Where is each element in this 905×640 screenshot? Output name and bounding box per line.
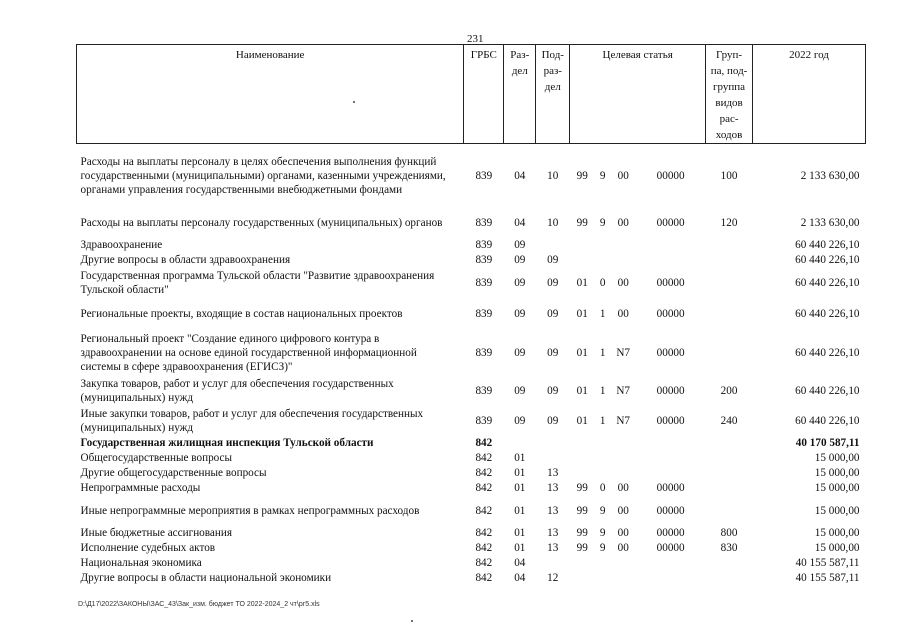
row-grbs: 839 bbox=[475, 276, 493, 289]
row-grbs: 842 bbox=[475, 542, 493, 554]
row-razdel: 01 bbox=[514, 482, 526, 494]
table-row bbox=[77, 481, 866, 496]
row-podrazdel: 13 bbox=[547, 542, 559, 554]
row-cs-code: 00000 bbox=[656, 542, 685, 554]
row-cs-subprogram: 9 bbox=[599, 169, 606, 182]
header-year-2022: 2022 год bbox=[753, 45, 866, 144]
row-name: Общегосударственные вопросы bbox=[80, 452, 233, 464]
row-grbs: 842 bbox=[475, 557, 493, 569]
row-sum-2022: 15 000,00 bbox=[814, 504, 860, 517]
row-podrazdel: 09 bbox=[547, 384, 559, 397]
row-sum-2022: 40 155 587,11 bbox=[795, 572, 860, 584]
row-sum-2022: 2 133 630,00 bbox=[800, 216, 860, 229]
row-grbs: 839 bbox=[475, 384, 493, 397]
stray-mark bbox=[411, 620, 413, 622]
row-cs-subprogram: 1 bbox=[599, 307, 606, 320]
row-razdel: 01 bbox=[514, 504, 526, 517]
row-cs-direction: N7 bbox=[616, 346, 631, 359]
row-vid-rashodov bbox=[706, 481, 753, 496]
row-razdel bbox=[504, 436, 536, 451]
row-cs-subprogram: 0 bbox=[599, 482, 606, 494]
row-cs-program: 99 bbox=[576, 542, 588, 554]
row-razdel: 09 bbox=[514, 254, 526, 266]
table-row bbox=[77, 376, 866, 406]
table-row bbox=[77, 253, 866, 268]
row-sum-2022: 15 000,00 bbox=[814, 527, 860, 539]
row-podrazdel: 13 bbox=[547, 504, 559, 517]
row-cs-code bbox=[636, 436, 706, 451]
row-name: Иные бюджетные ассигнования bbox=[80, 527, 232, 539]
row-grbs: 842 bbox=[475, 452, 493, 464]
row-razdel: 01 bbox=[514, 542, 526, 554]
row-cs-program: 99 bbox=[576, 482, 588, 494]
row-grbs: 842 bbox=[475, 467, 493, 479]
row-cs-subprogram bbox=[595, 556, 611, 571]
row-sum-2022: 15 000,00 bbox=[814, 542, 860, 554]
row-sum-2022: 15 000,00 bbox=[814, 467, 860, 479]
row-name: Исполнение судебных актов bbox=[80, 542, 216, 554]
row-cs-program bbox=[570, 238, 595, 253]
row-name: Национальная экономика bbox=[80, 557, 202, 569]
row-grbs: 839 bbox=[475, 169, 493, 182]
row-razdel: 04 bbox=[514, 572, 526, 584]
row-vid-rashodov bbox=[706, 436, 753, 451]
row-razdel: 01 bbox=[514, 452, 526, 464]
row-cs-subprogram: 0 bbox=[599, 276, 606, 289]
row-name: Государственная программа Тульской области "Развитие здравоохранения Тульской области" bbox=[80, 269, 435, 296]
row-cs-direction: 00 bbox=[617, 542, 629, 554]
row-cs-program bbox=[570, 571, 595, 586]
row-name: Иные непрограммные мероприятия в рамках непрограммных расходов bbox=[80, 504, 420, 517]
row-name: Другие вопросы в области здравоохранения bbox=[80, 254, 291, 266]
row-podrazdel: 12 bbox=[547, 572, 559, 584]
row-razdel: 04 bbox=[514, 169, 526, 182]
row-podrazdel bbox=[536, 451, 570, 466]
row-cs-program: 99 bbox=[576, 527, 588, 539]
header-name: Наименование bbox=[77, 45, 464, 144]
row-cs-code bbox=[636, 571, 706, 586]
row-podrazdel: 10 bbox=[547, 169, 559, 182]
header-podrazdel: Под- раз- дел bbox=[536, 45, 570, 144]
row-grbs: 839 bbox=[475, 216, 493, 229]
row-sum-2022: 60 440 226,10 bbox=[795, 414, 860, 427]
row-cs-direction: 00 bbox=[617, 527, 629, 539]
row-cs-code: 00000 bbox=[656, 216, 685, 229]
row-cs-code bbox=[636, 253, 706, 268]
row-cs-program: 99 bbox=[576, 216, 588, 229]
row-sum-2022: 60 440 226,10 bbox=[795, 276, 860, 289]
row-cs-program bbox=[570, 253, 595, 268]
row-name: Другие общегосударственные вопросы bbox=[80, 467, 267, 479]
row-name: Непрограммные расходы bbox=[80, 482, 201, 494]
row-cs-direction bbox=[611, 571, 636, 586]
row-cs-code bbox=[636, 556, 706, 571]
row-vid-rashodov bbox=[706, 238, 753, 253]
row-cs-subprogram bbox=[595, 238, 611, 253]
row-name: Другие вопросы в области национальной экономики bbox=[80, 572, 332, 584]
row-podrazdel: 13 bbox=[547, 527, 559, 539]
row-cs-subprogram: 9 bbox=[599, 542, 606, 554]
row-cs-program: 99 bbox=[576, 504, 588, 517]
row-grbs: 842 bbox=[475, 572, 493, 584]
row-sum-2022: 2 133 630,00 bbox=[800, 169, 860, 182]
row-vid-rashodov bbox=[706, 451, 753, 466]
row-vid-rashodov bbox=[706, 330, 753, 376]
row-cs-code bbox=[636, 451, 706, 466]
row-sum-2022: 40 170 587,11 bbox=[795, 437, 860, 449]
row-cs-code: 00000 bbox=[656, 384, 685, 397]
row-cs-direction: 00 bbox=[617, 482, 629, 494]
row-cs-subprogram bbox=[595, 253, 611, 268]
row-name: Государственная жилищная инспекция Тульской области bbox=[80, 437, 374, 449]
row-razdel: 01 bbox=[514, 467, 526, 479]
row-razdel: 09 bbox=[514, 384, 526, 397]
row-cs-code: 00000 bbox=[656, 527, 685, 539]
table-row bbox=[77, 406, 866, 436]
row-cs-direction bbox=[611, 556, 636, 571]
row-razdel: 09 bbox=[514, 307, 526, 320]
row-cs-subprogram: 9 bbox=[599, 216, 606, 229]
row-name: Иные закупки товаров, работ и услуг для обеспечения государственных (муниципальных) нужд bbox=[80, 407, 424, 434]
row-cs-program bbox=[570, 436, 595, 451]
row-cs-program: 01 bbox=[576, 276, 588, 289]
row-sum-2022: 60 440 226,10 bbox=[795, 346, 860, 359]
row-grbs: 839 bbox=[475, 346, 493, 359]
row-razdel: 04 bbox=[514, 557, 526, 569]
row-cs-code: 00000 bbox=[656, 307, 685, 320]
row-cs-program: 01 bbox=[576, 384, 588, 397]
row-cs-program bbox=[570, 466, 595, 481]
row-cs-subprogram: 1 bbox=[599, 346, 606, 359]
row-grbs: 839 bbox=[475, 254, 493, 266]
row-name: Здравоохранение bbox=[80, 239, 163, 251]
row-podrazdel: 09 bbox=[547, 414, 559, 427]
row-cs-direction bbox=[611, 466, 636, 481]
table-row bbox=[77, 330, 866, 376]
row-vid-rashodov: 240 bbox=[720, 414, 738, 427]
row-cs-code bbox=[636, 466, 706, 481]
row-name: Закупка товаров, работ и услуг для обеспечения государственных (муниципальных) нужд bbox=[80, 377, 394, 404]
file-path-footer: D:\Д17\2022\ЗАКОНЫ\ЗАС_43\Зак_изм. бюджет ТО 2022-2024_2 чт\рг5.xls bbox=[78, 601, 320, 608]
row-cs-subprogram: 9 bbox=[599, 504, 606, 517]
row-razdel: 09 bbox=[514, 276, 526, 289]
table-row bbox=[77, 144, 866, 208]
row-cs-direction: N7 bbox=[616, 384, 631, 397]
page-number: 231 bbox=[467, 33, 484, 45]
row-cs-direction: N7 bbox=[616, 414, 631, 427]
row-cs-direction bbox=[611, 253, 636, 268]
row-cs-direction bbox=[611, 436, 636, 451]
row-vid-rashodov bbox=[706, 466, 753, 481]
row-podrazdel: 09 bbox=[547, 276, 559, 289]
row-grbs: 839 bbox=[475, 307, 493, 320]
row-cs-code: 00000 bbox=[656, 276, 685, 289]
table-row bbox=[77, 451, 866, 466]
row-cs-direction: 00 bbox=[617, 276, 629, 289]
row-sum-2022: 15 000,00 bbox=[814, 482, 860, 494]
row-sum-2022: 60 440 226,10 bbox=[795, 307, 860, 320]
row-cs-program bbox=[570, 451, 595, 466]
table-header-row bbox=[77, 45, 866, 144]
row-vid-rashodov: 120 bbox=[720, 216, 738, 229]
row-razdel: 09 bbox=[514, 239, 526, 251]
row-razdel: 04 bbox=[514, 216, 526, 229]
header-grbs: ГРБС bbox=[464, 45, 504, 144]
row-cs-direction: 00 bbox=[617, 216, 629, 229]
row-podrazdel: 09 bbox=[547, 307, 559, 320]
row-cs-code bbox=[636, 238, 706, 253]
row-cs-subprogram bbox=[595, 436, 611, 451]
row-podrazdel: 13 bbox=[547, 467, 559, 479]
row-vid-rashodov bbox=[706, 556, 753, 571]
table-row bbox=[77, 556, 866, 571]
row-podrazdel bbox=[536, 238, 570, 253]
row-vid-rashodov bbox=[706, 571, 753, 586]
table-row bbox=[77, 436, 866, 451]
row-sum-2022: 60 440 226,10 bbox=[795, 254, 860, 266]
header-celevaya-statya: Целевая статья bbox=[570, 45, 706, 144]
row-cs-direction: 00 bbox=[617, 307, 629, 320]
row-sum-2022: 60 440 226,10 bbox=[795, 239, 860, 251]
row-grbs: 842 bbox=[475, 437, 493, 449]
row-cs-code: 00000 bbox=[656, 504, 685, 517]
row-vid-rashodov: 830 bbox=[720, 542, 738, 554]
row-podrazdel bbox=[536, 556, 570, 571]
row-cs-subprogram bbox=[595, 466, 611, 481]
row-vid-rashodov: 100 bbox=[720, 169, 738, 182]
table-row bbox=[77, 571, 866, 586]
row-podrazdel: 09 bbox=[547, 346, 559, 359]
row-cs-direction: 00 bbox=[617, 504, 629, 517]
row-name: Расходы на выплаты персоналу государственных (муниципальных) органов bbox=[80, 216, 443, 229]
table-body bbox=[77, 144, 866, 586]
row-cs-subprogram bbox=[595, 571, 611, 586]
row-cs-subprogram bbox=[595, 451, 611, 466]
stray-mark bbox=[353, 101, 355, 103]
row-cs-program: 99 bbox=[576, 169, 588, 182]
row-vid-rashodov: 200 bbox=[720, 384, 738, 397]
header-vid-rashodov: Груп- па, под- группа видов рас- ходов bbox=[706, 45, 753, 144]
row-name: Региональный проект "Создание единого цифрового контура в здравоохранении на основе единой государственной информационной системы в сфере здравоохранения (ЕГИСЗ)" bbox=[80, 332, 417, 373]
row-cs-direction bbox=[611, 451, 636, 466]
table-row bbox=[77, 208, 866, 238]
row-sum-2022: 15 000,00 bbox=[814, 452, 860, 464]
row-grbs: 839 bbox=[475, 239, 493, 251]
row-sum-2022: 60 440 226,10 bbox=[795, 384, 860, 397]
row-cs-subprogram: 1 bbox=[599, 384, 606, 397]
row-cs-subprogram: 1 bbox=[599, 414, 606, 427]
row-cs-direction: 00 bbox=[617, 169, 629, 182]
table-row bbox=[77, 526, 866, 541]
row-vid-rashodov bbox=[706, 298, 753, 330]
row-grbs: 839 bbox=[475, 414, 493, 427]
row-grbs: 842 bbox=[475, 504, 493, 517]
row-razdel: 01 bbox=[514, 527, 526, 539]
row-name: Региональные проекты, входящие в состав национальных проектов bbox=[80, 307, 403, 320]
row-razdel: 09 bbox=[514, 414, 526, 427]
row-cs-program: 01 bbox=[576, 414, 588, 427]
row-name: Расходы на выплаты персоналу в целях обеспечения выполнения функций государственными (муниципальными) органами, казенными учреждениями, органами управления государственными внебюджетными фондами bbox=[80, 155, 446, 196]
table-row bbox=[77, 298, 866, 330]
row-vid-rashodov bbox=[706, 496, 753, 526]
row-cs-code: 00000 bbox=[656, 169, 685, 182]
row-grbs: 842 bbox=[475, 482, 493, 494]
row-podrazdel: 13 bbox=[547, 482, 559, 494]
budget-table bbox=[76, 44, 866, 586]
row-cs-code: 00000 bbox=[656, 414, 685, 427]
row-cs-code: 00000 bbox=[656, 346, 685, 359]
table-row bbox=[77, 466, 866, 481]
table-row bbox=[77, 268, 866, 298]
row-vid-rashodov bbox=[706, 253, 753, 268]
table-row bbox=[77, 496, 866, 526]
row-podrazdel: 10 bbox=[547, 216, 559, 229]
row-grbs: 842 bbox=[475, 527, 493, 539]
row-vid-rashodov bbox=[706, 268, 753, 298]
row-razdel: 09 bbox=[514, 346, 526, 359]
row-cs-program bbox=[570, 556, 595, 571]
row-sum-2022: 40 155 587,11 bbox=[795, 557, 860, 569]
row-podrazdel bbox=[536, 436, 570, 451]
row-cs-program: 01 bbox=[576, 307, 588, 320]
row-vid-rashodov: 800 bbox=[720, 527, 738, 539]
table-row bbox=[77, 541, 866, 556]
row-cs-subprogram: 9 bbox=[599, 527, 606, 539]
row-podrazdel: 09 bbox=[547, 254, 559, 266]
row-cs-program: 01 bbox=[576, 346, 588, 359]
header-razdel: Раз- дел bbox=[504, 45, 536, 144]
table-row bbox=[77, 238, 866, 253]
row-cs-code: 00000 bbox=[656, 482, 685, 494]
row-cs-direction bbox=[611, 238, 636, 253]
